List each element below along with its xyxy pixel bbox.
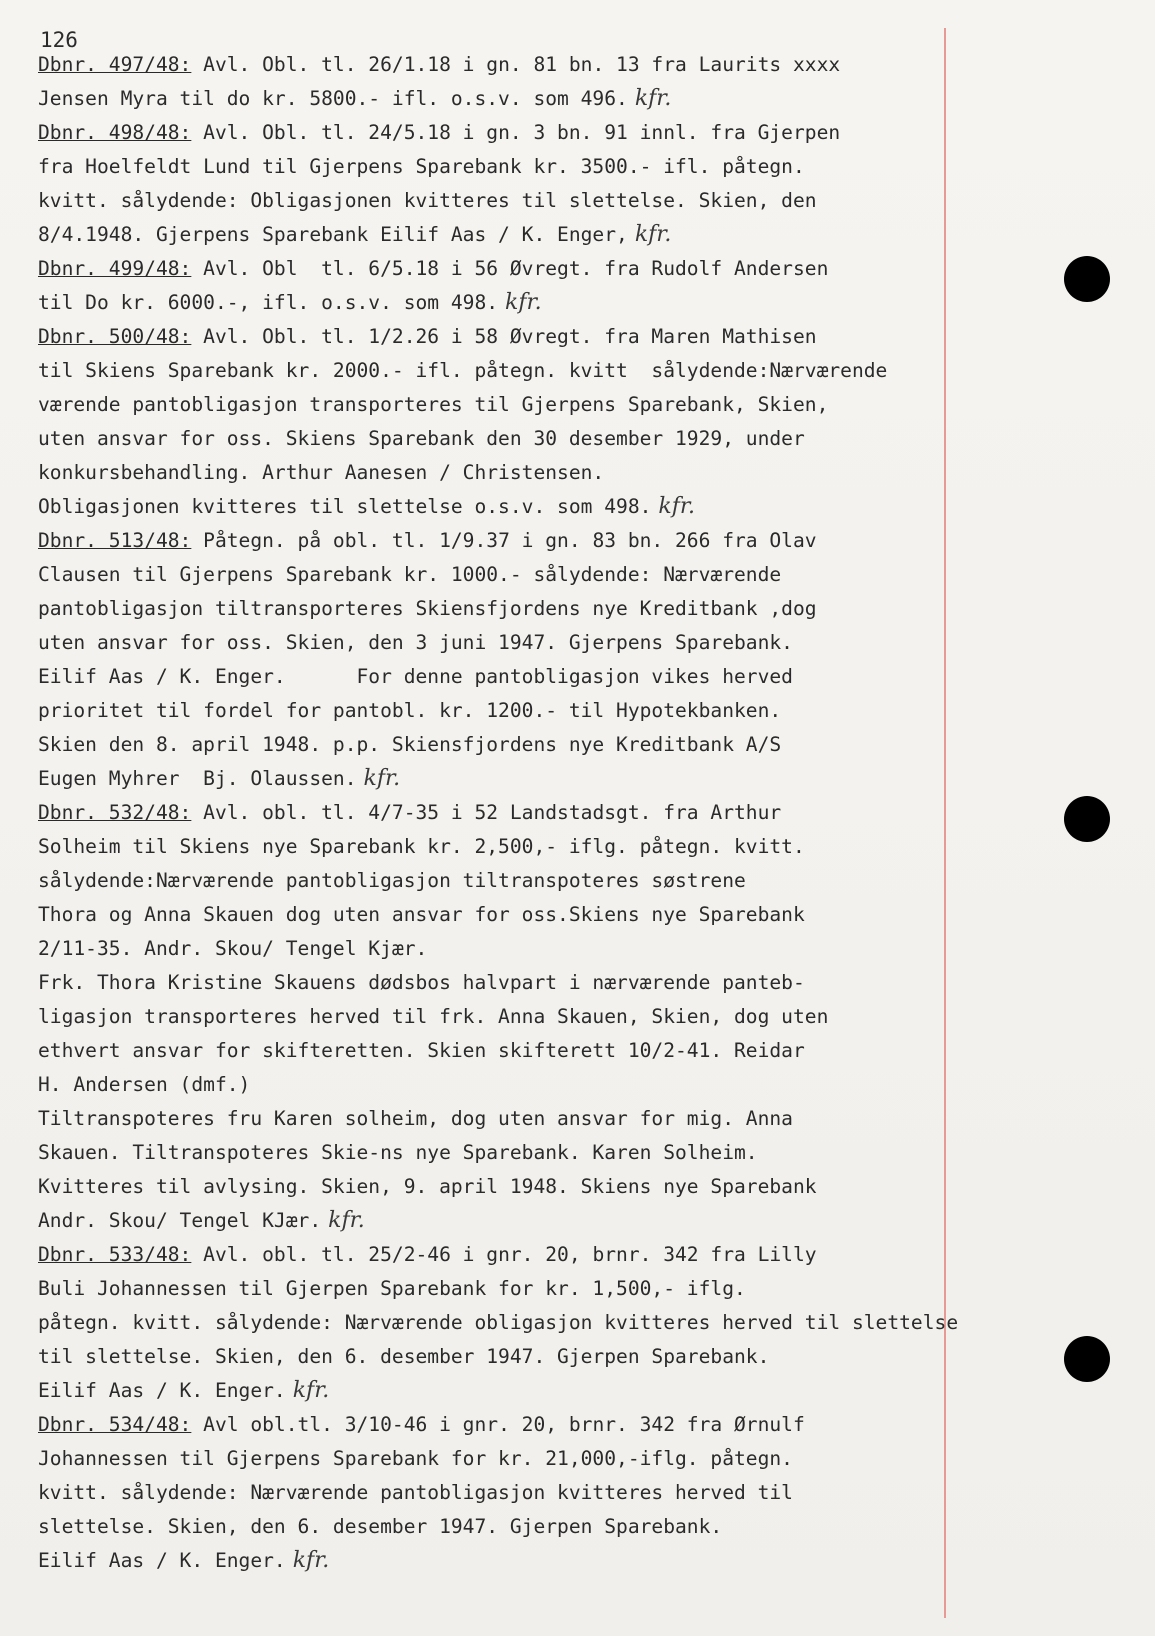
entry-reference: Dbnr. 498/48: <box>38 121 192 144</box>
handwritten-initials: kfr. <box>651 494 695 519</box>
handwritten-initials: kfr. <box>627 86 672 111</box>
text-line <box>38 320 1138 354</box>
line-text: Eilif Aas / K. Enger. <box>38 1379 286 1402</box>
text-line <box>38 898 1138 932</box>
text-line <box>38 796 1138 830</box>
entry-reference: Dbnr. 500/48: <box>38 325 192 348</box>
line-text: Buli Johannessen til Gjerpen Sparebank for kr. 1,500,- iflg. <box>38 1277 746 1300</box>
text-line <box>38 694 1138 728</box>
entry-reference: Dbnr. 532/48: <box>38 801 192 824</box>
handwritten-initials: kfr. <box>356 766 401 791</box>
entry-reference: Dbnr. 533/48: <box>38 1243 192 1266</box>
line-text: Kvitteres til avlysing. Skien, 9. april 1948. Skiens nye Sparebank <box>38 1175 817 1198</box>
line-text: kvitt. sålydende: Nærværende pantobligasjon kvitteres herved til <box>38 1481 793 1504</box>
line-text: Påtegn. på obl. tl. 1/9.37 i gn. 83 bn. 266 fra Olav <box>191 529 817 552</box>
line-text: Skauen. Tiltranspoteres Skie-ns nye Sparebank. Karen Solheim. <box>38 1141 758 1164</box>
line-text: Frk. Thora Kristine Skauens dødsbos halvpart i nærværende panteb- <box>38 971 805 994</box>
line-text: 8/4.1948. Gjerpens Sparebank Eilif Aas / K. Enger, <box>38 223 628 246</box>
text-line <box>38 626 1138 660</box>
handwritten-initials: kfr. <box>627 222 672 247</box>
line-text: ethvert ansvar for skifteretten. Skien skifterett 10/2-41. Reidar <box>38 1039 805 1062</box>
line-text: til slettelse. Skien, den 6. desember 1947. Gjerpen Sparebank. <box>38 1345 770 1368</box>
text-line <box>38 1510 1138 1544</box>
line-text: Solheim til Skiens nye Sparebank kr. 2,500,- iflg. påtegn. kvitt. <box>38 835 805 858</box>
line-text: uten ansvar for oss. Skiens Sparebank den 30 desember 1929, under <box>38 427 805 450</box>
line-text: Tiltranspoteres fru Karen solheim, dog uten ansvar for mig. Anna <box>38 1107 793 1130</box>
text-line <box>38 1136 1138 1170</box>
text-line <box>38 830 1138 864</box>
handwritten-initials: kfr. <box>285 1378 330 1403</box>
handwritten-initials: kfr. <box>321 1208 365 1233</box>
text-line <box>38 966 1138 1000</box>
text-line <box>38 218 1138 252</box>
text-line <box>38 456 1138 490</box>
line-text: Avl. Obl. tl. 26/1.18 i gn. 81 bn. 13 fra Laurits xxxx <box>191 53 841 76</box>
text-line <box>38 1476 1138 1510</box>
text-line <box>38 490 1138 524</box>
line-text: uten ansvar for oss. Skien, den 3 juni 1947. Gjerpens Sparebank. <box>38 631 793 654</box>
entry-reference: Dbnr. 534/48: <box>38 1413 192 1436</box>
page-number: 126 <box>40 28 78 52</box>
line-text: sålydende:Nærværende pantobligasjon tiltranspoteres søstrene <box>38 869 746 892</box>
text-line <box>38 354 1138 388</box>
line-text: Avl. Obl. tl. 1/2.26 i 58 Øvregt. fra Maren Mathisen <box>191 325 817 348</box>
line-text: Thora og Anna Skauen dog uten ansvar for oss.Skiens nye Sparebank <box>38 903 805 926</box>
text-line <box>38 864 1138 898</box>
text-line <box>38 660 1138 694</box>
text-line <box>38 150 1138 184</box>
line-text: Avl. obl. tl. 4/7-35 i 52 Landstadsgt. fra Arthur <box>191 801 782 824</box>
text-line <box>38 1034 1138 1068</box>
entry-reference: Dbnr. 499/48: <box>38 257 192 280</box>
line-text: prioritet til fordel for pantobl. kr. 1200.- til Hypotekbanken. <box>38 699 782 722</box>
line-text: konkursbehandling. Arthur Aanesen / Christensen. <box>38 461 605 484</box>
text-line <box>38 116 1138 150</box>
line-text: Eilif Aas / K. Enger. For denne pantobligasjon vikes herved <box>38 665 793 688</box>
text-line <box>38 286 1138 320</box>
line-text: ligasjon transporteres herved til frk. Anna Skauen, Skien, dog uten <box>38 1005 829 1028</box>
line-text: Obligasjonen kvitteres til slettelse o.s.v. som 498. <box>38 495 652 518</box>
line-text: fra Hoelfeldt Lund til Gjerpens Sparebank kr. 3500.- ifl. påtegn. <box>38 155 805 178</box>
text-line <box>38 184 1138 218</box>
text-line <box>38 1102 1138 1136</box>
line-text: Johannessen til Gjerpens Sparebank for kr. 21,000,-iflg. påtegn. <box>38 1447 793 1470</box>
text-line <box>38 1068 1138 1102</box>
text-line <box>38 422 1138 456</box>
text-line <box>38 1000 1138 1034</box>
text-line <box>38 1272 1138 1306</box>
line-text: Avl. Obl. tl. 24/5.18 i gn. 3 bn. 91 innl. fra Gjerpen <box>191 121 841 144</box>
handwritten-initials: kfr. <box>285 1548 330 1573</box>
text-line <box>38 1340 1138 1374</box>
line-text: til Do kr. 6000.-, ifl. o.s.v. som 498. <box>38 291 499 314</box>
text-line <box>38 82 1138 116</box>
line-text: Eugen Myhrer Bj. Olaussen. <box>38 767 357 790</box>
line-text: Clausen til Gjerpens Sparebank kr. 1000.- sålydende: Nærværende <box>38 563 782 586</box>
line-text: værende pantobligasjon transporteres til Gjerpens Sparebank, Skien, <box>38 393 829 416</box>
text-line <box>38 1170 1138 1204</box>
text-line <box>38 524 1138 558</box>
handwritten-initials: kfr. <box>498 290 542 315</box>
entry-reference: Dbnr. 497/48: <box>38 53 192 76</box>
text-line <box>38 558 1138 592</box>
line-text: Andr. Skou/ Tengel KJær. <box>38 1209 322 1232</box>
text-line <box>38 1238 1138 1272</box>
line-text: påtegn. kvitt. sålydende: Nærværende obligasjon kvitteres herved til slettelse <box>38 1311 959 1334</box>
text-line <box>38 388 1138 422</box>
text-line <box>38 1408 1138 1442</box>
line-text: H. Andersen (dmf.) <box>38 1073 251 1096</box>
text-line <box>38 762 1138 796</box>
entry-reference: Dbnr. 513/48: <box>38 529 192 552</box>
line-text: slettelse. Skien, den 6. desember 1947. Gjerpen Sparebank. <box>38 1515 723 1538</box>
line-text: kvitt. sålydende: Obligasjonen kvitteres til slettelse. Skien, den <box>38 189 817 212</box>
line-text: Avl obl.tl. 3/10-46 i gnr. 20, brnr. 342 fra Ørnulf <box>191 1413 805 1436</box>
line-text: til Skiens Sparebank kr. 2000.- ifl. påtegn. kvitt sålydende:Nærværende <box>38 359 888 382</box>
text-line <box>38 592 1138 626</box>
line-text: Eilif Aas / K. Enger. <box>38 1549 286 1572</box>
line-text: pantobligasjon tiltransporteres Skiensfjordens nye Kreditbank ,dog <box>38 597 817 620</box>
text-line <box>38 48 1138 82</box>
text-line <box>38 1442 1138 1476</box>
text-line <box>38 1544 1138 1578</box>
text-line <box>38 1374 1138 1408</box>
line-text: Avl. obl. tl. 25/2-46 i gnr. 20, brnr. 342 fra Lilly <box>191 1243 817 1266</box>
line-text: Skien den 8. april 1948. p.p. Skiensfjordens nye Kreditbank A/S <box>38 733 782 756</box>
text-line <box>38 252 1138 286</box>
text-line <box>38 932 1138 966</box>
line-text: Jensen Myra til do kr. 5800.- ifl. o.s.v. som 496. <box>38 87 628 110</box>
text-line <box>38 1204 1138 1238</box>
line-text: 2/11-35. Andr. Skou/ Tengel Kjær. <box>38 937 428 960</box>
text-line <box>38 728 1138 762</box>
line-text: Avl. Obl tl. 6/5.18 i 56 Øvregt. fra Rudolf Andersen <box>191 257 829 280</box>
text-block <box>38 48 1138 1578</box>
text-line <box>38 1306 1138 1340</box>
